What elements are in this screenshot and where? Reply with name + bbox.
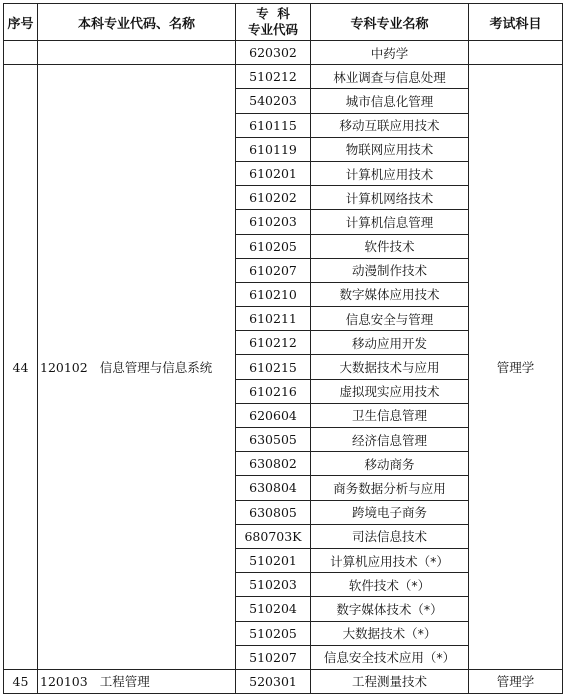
- table-header-row: [4, 4, 563, 41]
- zk-name-cell: 司法信息技术: [311, 524, 469, 548]
- zk-name-cell: 林业调查与信息处理: [311, 65, 469, 89]
- major-name: 信息管理与信息系统: [99, 360, 213, 376]
- zk-code-cell: 510203: [236, 573, 311, 597]
- table-row: [4, 41, 563, 65]
- zk-code-cell: 610212: [236, 331, 311, 355]
- zk-code-cell: 610119: [236, 137, 311, 161]
- zk-code-cell: 610201: [236, 161, 311, 185]
- zk-name-cell: 计算机应用技术（*）: [311, 548, 469, 572]
- zk-name-cell: 信息安全技术应用（*）: [311, 645, 469, 669]
- zk-name-cell: 卫生信息管理: [311, 403, 469, 427]
- zk-name-cell: 大数据技术与应用: [311, 355, 469, 379]
- zk-code-cell: 510205: [236, 621, 311, 645]
- zk-code-cell: 610115: [236, 113, 311, 137]
- header-index: 序号: [4, 4, 38, 41]
- zk-name-cell: 计算机应用技术: [311, 161, 469, 185]
- index-cell: 44: [4, 65, 38, 670]
- zk-name-cell: 虚拟现实应用技术: [311, 379, 469, 403]
- major-cell-empty: [38, 41, 236, 65]
- zk-name-cell: 动漫制作技术: [311, 258, 469, 282]
- index-cell: 45: [4, 669, 38, 693]
- table-row: [4, 65, 563, 89]
- zk-name-cell: 大数据技术（*）: [311, 621, 469, 645]
- zk-name-cell: 城市信息化管理: [311, 89, 469, 113]
- header-zk-code: [236, 4, 311, 41]
- zk-code-cell: 510207: [236, 645, 311, 669]
- zk-code-cell: 610211: [236, 307, 311, 331]
- zk-code-cell: 610216: [236, 379, 311, 403]
- exam-cell: 管理学: [469, 65, 563, 670]
- table-row: [4, 669, 563, 693]
- zk-name-cell: 数字媒体技术（*）: [311, 597, 469, 621]
- zk-code-cell: 620604: [236, 403, 311, 427]
- header-zk-name: 专科专业名称: [311, 4, 469, 41]
- zk-code-cell: 630804: [236, 476, 311, 500]
- major-cell: [38, 669, 236, 693]
- zk-code-cell: 610215: [236, 355, 311, 379]
- zk-code-cell: 610202: [236, 186, 311, 210]
- header-major: 本科专业代码、名称: [38, 4, 236, 41]
- header-zk-code-line2: 专业代码: [247, 22, 298, 37]
- zk-name-cell: 信息安全与管理: [311, 307, 469, 331]
- zk-code-cell: 510212: [236, 65, 311, 89]
- zk-name-cell: 工程测量技术: [311, 669, 469, 693]
- zk-name-cell: 移动应用开发: [311, 331, 469, 355]
- exam-cell: 管理学: [469, 669, 563, 693]
- zk-name-cell: 软件技术: [311, 234, 469, 258]
- major-mapping-table: [3, 3, 563, 694]
- header-zk-code-line1: 专 科: [256, 6, 290, 21]
- zk-name-cell: 商务数据分析与应用: [311, 476, 469, 500]
- zk-name-cell: 软件技术（*）: [311, 573, 469, 597]
- zk-name-cell: 计算机信息管理: [311, 210, 469, 234]
- zk-name-cell: 计算机网络技术: [311, 186, 469, 210]
- zk-code-cell: 630802: [236, 452, 311, 476]
- major-cell: [38, 65, 236, 670]
- index-cell-empty: [4, 41, 38, 65]
- zk-code-cell: 510204: [236, 597, 311, 621]
- zk-name-cell: 物联网应用技术: [311, 137, 469, 161]
- zk-code-cell: 630505: [236, 428, 311, 452]
- zk-name-cell: 经济信息管理: [311, 428, 469, 452]
- exam-cell-empty: [469, 41, 563, 65]
- zk-code-cell: 610203: [236, 210, 311, 234]
- zk-code-cell: 510201: [236, 548, 311, 572]
- zk-name-cell: 数字媒体应用技术: [311, 282, 469, 306]
- zk-code-cell: 610210: [236, 282, 311, 306]
- zk-code-cell: 610205: [236, 234, 311, 258]
- zk-code-cell: 540203: [236, 89, 311, 113]
- zk-code-cell: 680703K: [236, 524, 311, 548]
- zk-name-cell: 移动互联应用技术: [311, 113, 469, 137]
- zk-code-cell: 620302: [236, 41, 311, 65]
- major-code: 120102: [40, 360, 88, 376]
- major-name: 工程管理: [99, 674, 150, 690]
- zk-code-cell: 610207: [236, 258, 311, 282]
- zk-code-cell: 520301: [236, 669, 311, 693]
- zk-name-cell: 移动商务: [311, 452, 469, 476]
- zk-code-cell: 630805: [236, 500, 311, 524]
- major-code: 120103: [40, 674, 88, 690]
- zk-name-cell: 跨境电子商务: [311, 500, 469, 524]
- header-exam: 考试科目: [469, 4, 563, 41]
- zk-name-cell: 中药学: [311, 41, 469, 65]
